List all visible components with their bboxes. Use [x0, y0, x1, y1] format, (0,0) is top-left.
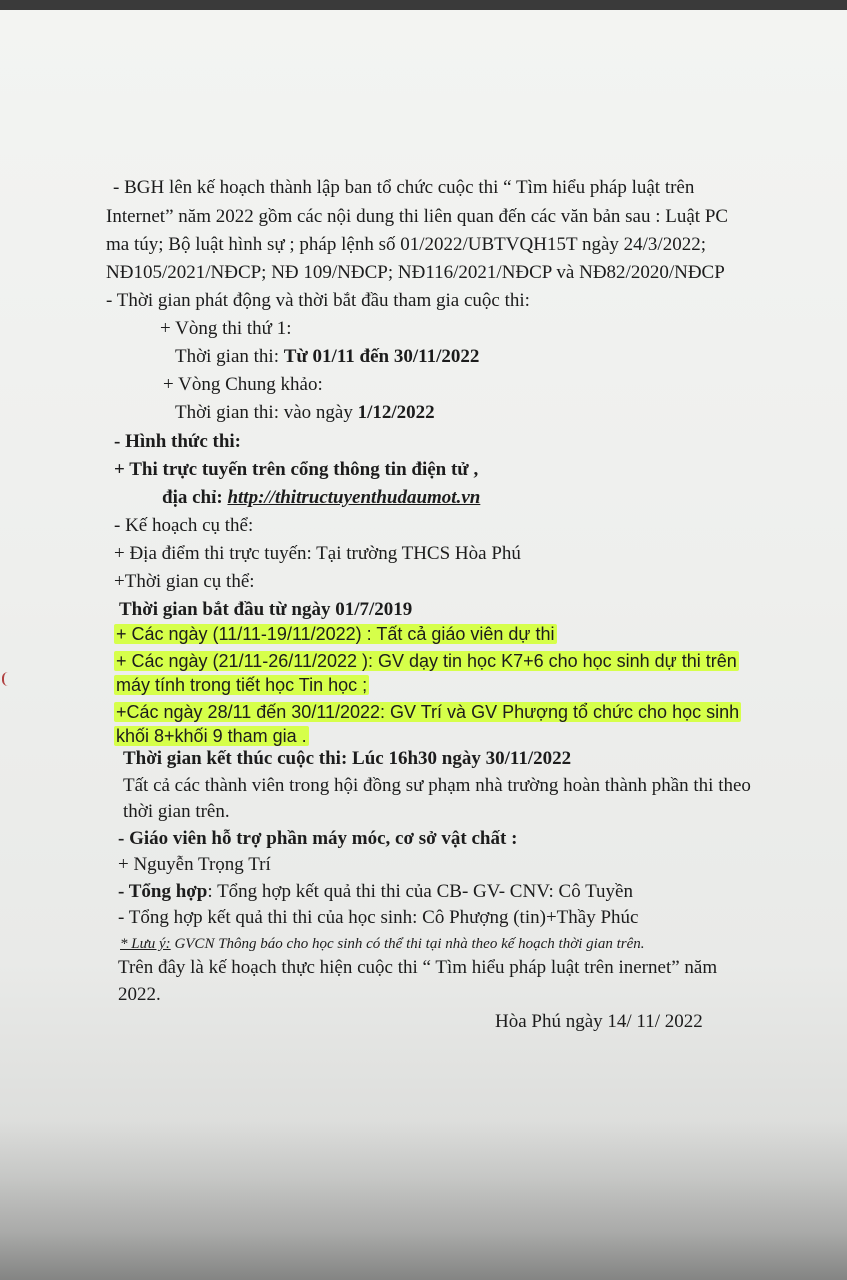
- paragraph-1-line-4: NĐ105/2021/NĐCP; NĐ 109/NĐCP; NĐ116/2021/NĐCP và NĐ82/2020/NĐCP: [106, 262, 725, 283]
- plan-heading: - Kế hoạch cụ thể:: [114, 515, 254, 536]
- end-time-line: Thời gian kết thúc cuộc thi: Lúc 16h30 ngày 30/11/2022: [123, 748, 572, 769]
- note-line: * Lưu ý: GVCN Thông báo cho học sinh có thể thi tại nhà theo kế hoạch thời gian trên.: [120, 936, 645, 952]
- final-round-label: + Vòng Chung khảo:: [163, 374, 323, 395]
- schedule-grade-8-9-line-2: khối 8+khối 9 tham gia .: [116, 726, 307, 746]
- page-shadow: [0, 1120, 847, 1280]
- paragraph-1-line-2: Internet” năm 2022 gồm các nội dung thi liên quan đến các văn bản sau : Luật PC: [106, 206, 729, 227]
- schedule-grade-7-6-line-2: máy tính trong tiết học Tin học ;: [116, 675, 368, 695]
- support-person: + Nguyễn Trọng Trí: [118, 854, 271, 875]
- start-date-line: Thời gian bắt đầu từ ngày 01/7/2019: [119, 599, 413, 620]
- exam-portal-link[interactable]: http://thitructuyenthudaumot.vn: [227, 487, 481, 508]
- time-detail-line: +Thời gian cụ thể:: [114, 571, 255, 592]
- margin-mark: [2, 672, 10, 686]
- closing-line-2: 2022.: [118, 984, 161, 1005]
- closing-line-1: Trên đây là kế hoạch thực hiện cuộc thi “ Tìm hiểu pháp luật trên inernet” năm: [118, 957, 718, 978]
- summary-students: - Tổng hợp kết quả thi thi của học sinh: Cô Phượng (tin)+Thầy Phúc: [118, 907, 639, 928]
- paragraph-1-line-3: ma túy; Bộ luật hình sự ; pháp lệnh số 01/2022/UBTVQH15T ngày 24/3/2022;: [106, 234, 706, 255]
- support-heading: - Giáo viên hỗ trợ phần máy móc, cơ sở vật chất :: [118, 828, 518, 849]
- final-round-time: Thời gian thi: vào ngày 1/12/2022: [175, 402, 435, 423]
- address-line: địa chỉ: http://thitructuyenthudaumot.vn: [162, 487, 481, 508]
- all-members-line-1: Tất cả các thành viên trong hội đồng sư phạm nhà trường hoàn thành phần thi theo: [123, 775, 751, 796]
- all-members-line-2: thời gian trên.: [123, 801, 230, 822]
- launch-time-heading: - Thời gian phát động và thời bắt đầu tham gia cuộc thi:: [106, 290, 530, 311]
- schedule-grade-7-6-line-1: + Các ngày (21/11-26/11/2022 ): GV dạy tin học K7+6 cho học sinh dự thi trên: [116, 651, 737, 671]
- form-heading: - Hình thức thi:: [114, 431, 241, 452]
- signature-date: Hòa Phú ngày 14/ 11/ 2022: [495, 1011, 703, 1032]
- round-1-time: Thời gian thi: Từ 01/11 đến 30/11/2022: [175, 346, 480, 367]
- summary-staff: - Tổng hợp: Tổng hợp kết quả thi thi của CB- GV- CNV: Cô Tuyền: [118, 881, 633, 902]
- venue-line: + Địa điểm thi trực tuyến: Tại trường THCS Hòa Phú: [114, 543, 521, 564]
- round-1-label: + Vòng thi thứ 1:: [160, 318, 292, 339]
- paragraph-1-line-1: - BGH lên kế hoạch thành lập ban tổ chức cuộc thi “ Tìm hiểu pháp luật trên: [113, 177, 695, 198]
- schedule-grade-8-9-line-1: +Các ngày 28/11 đến 30/11/2022: GV Trí và GV Phượng tổ chức cho học sinh: [116, 702, 740, 722]
- schedule-teachers: + Các ngày (11/11-19/11/2022) : Tất cả giáo viên dự thi: [116, 624, 555, 644]
- online-exam-line: + Thi trực tuyến trên cổng thông tin điện tử ,: [114, 459, 479, 480]
